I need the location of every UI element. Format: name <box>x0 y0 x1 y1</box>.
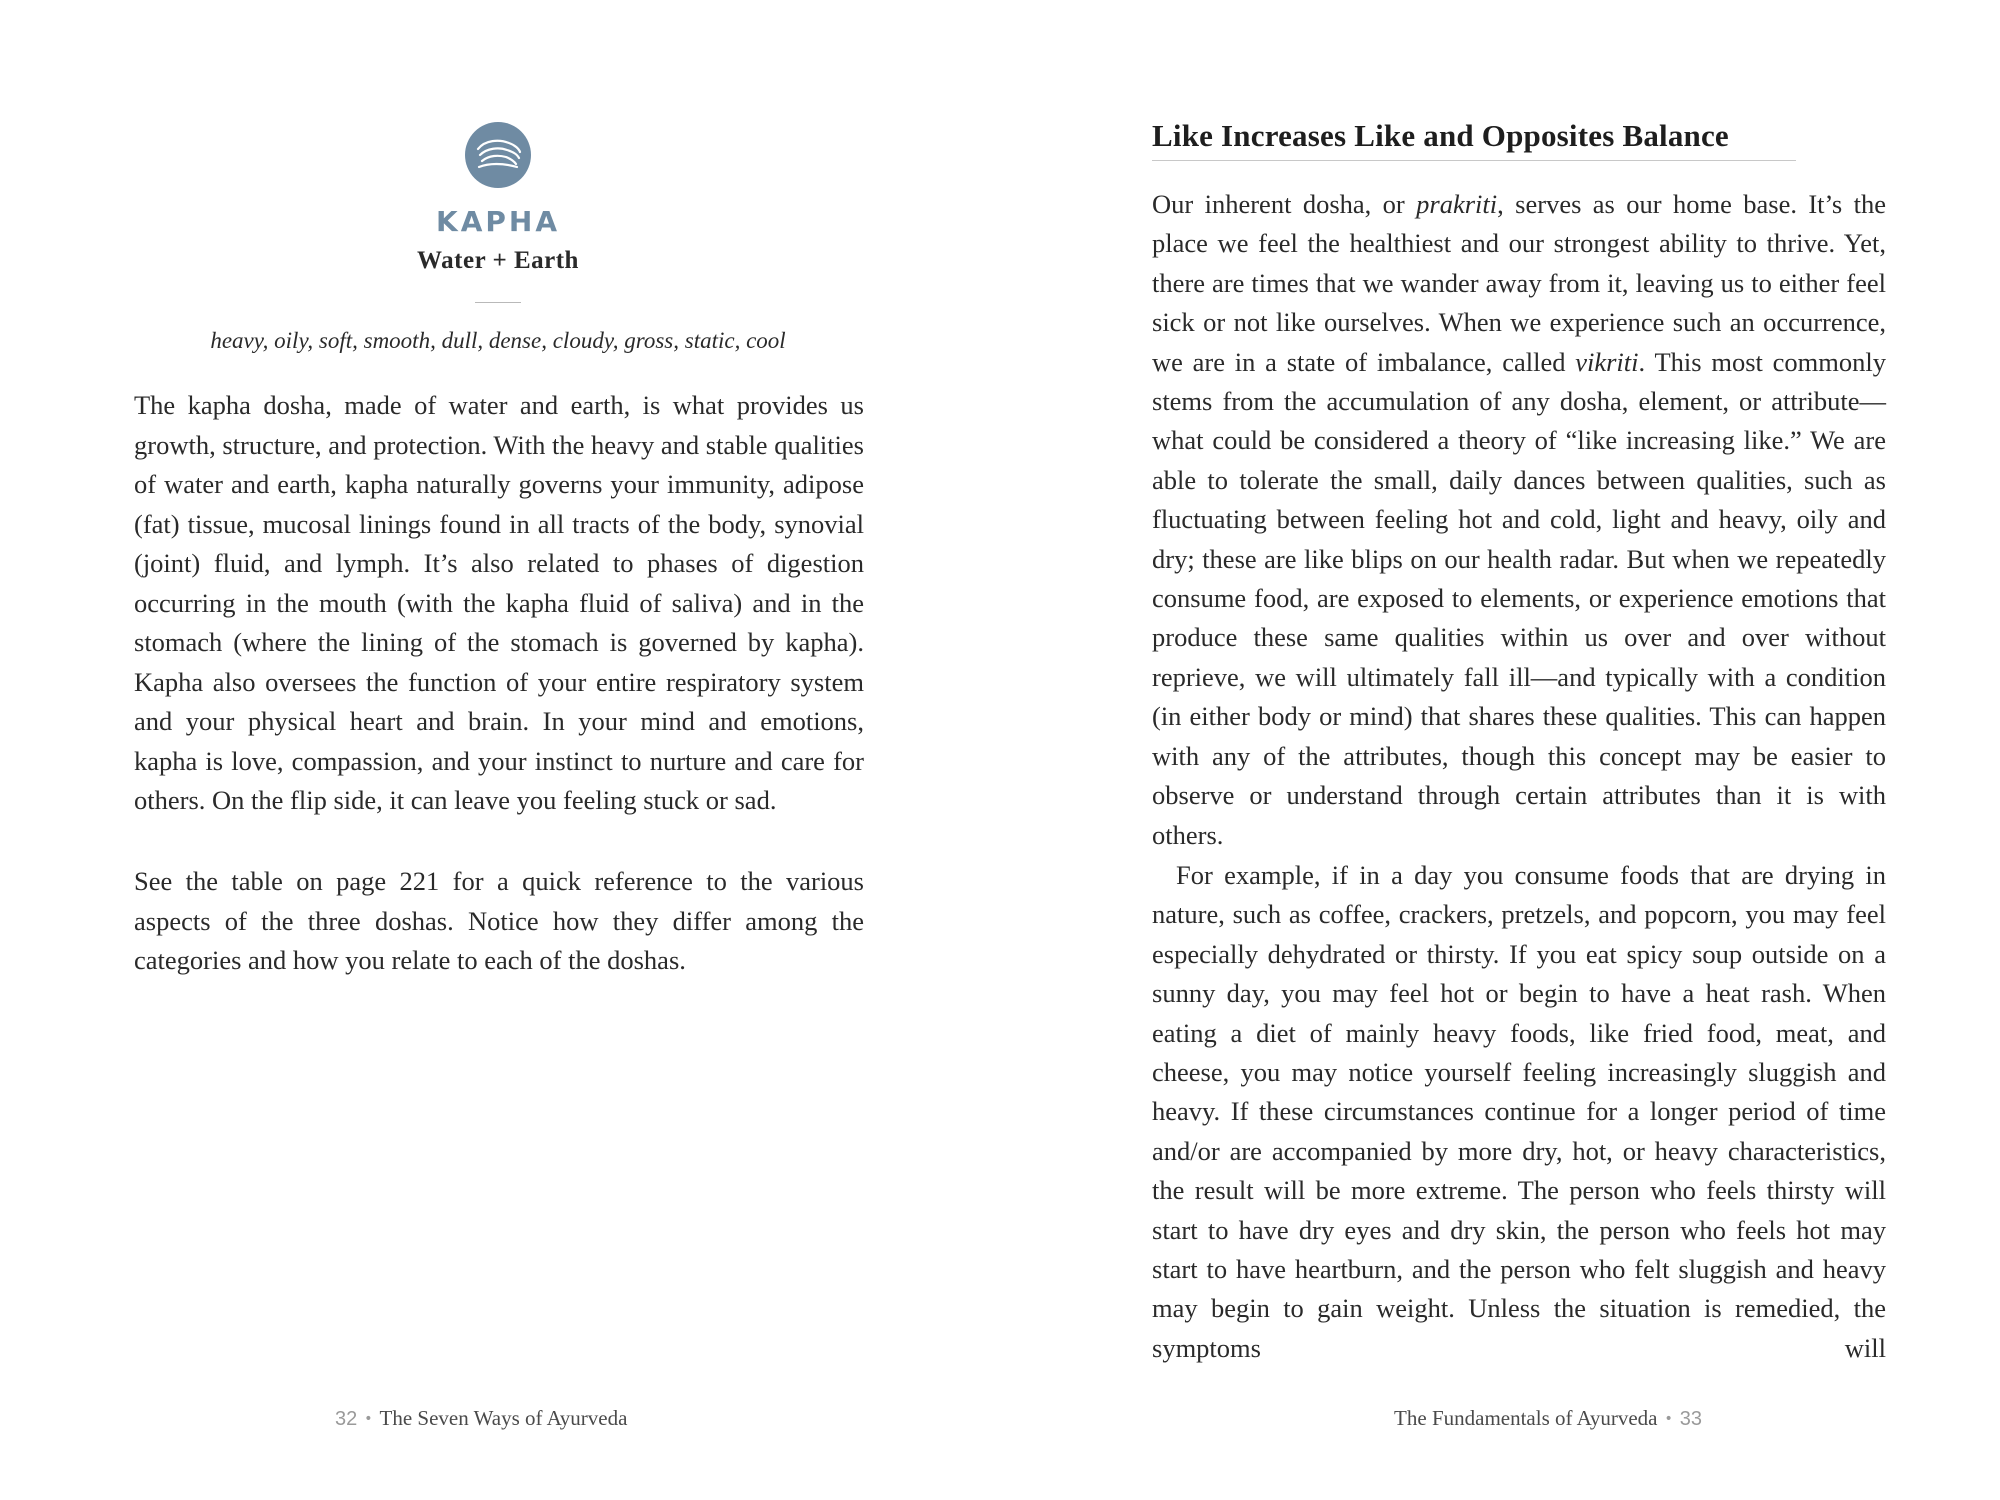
running-title: The Fundamentals of Ayurveda <box>1394 1406 1658 1430</box>
dosha-elements: Water + Earth <box>417 247 579 274</box>
running-title: The Seven Ways of Ayurveda <box>379 1406 628 1430</box>
paragraph: For example, if in a day you consume foods that are drying in nature, such as coffee, crackers, pretzels, and popcorn, you may feel especially dehydrated or thirsty. If you eat spicy soup outside on a sunny day, you may feel hot or begin to have a heat rash. When eating a diet of mainly heavy foods, like fried food, meat, and cheese, you may notice yourself feeling increasingly sluggish and heavy. If these circumstances continue for a longer period of time and/or are accompanied by more dry, hot, or heavy characteristics, the result will be more extreme. The person who feels thirsty will start to have dry eyes and dry skin, the person who feels hot may start to have heartburn, and the person who felt sluggish and heavy may begin to gain weight. Unless the situation is remedied, the symptoms will <box>1152 860 1886 1363</box>
page-footer <box>1394 1406 1702 1431</box>
paragraph: See the table on page 221 for a quick reference to the various aspects of the three doshas. Notice how they differ among the categories and how you relate to each of the doshas. <box>134 866 864 975</box>
text-run: , serves as our home base. It’s the place we feel the healthiest and our strongest ability to thrive. Yet, there are times that we wander away from it, leaving us to either feel sick or not like ourselves. When we experience such an occurrence, we are in a state of imbalance, called <box>1152 189 1886 377</box>
text-run: Our inherent dosha, or <box>1152 189 1417 219</box>
body-text <box>1152 856 1886 1368</box>
footer-separator: • <box>364 1411 373 1427</box>
paragraph <box>1152 185 1886 855</box>
right-page <box>1000 0 2000 1500</box>
page-footer <box>335 1406 627 1431</box>
dosha-qualities: heavy, oily, soft, smooth, dull, dense, cloudy, gross, static, cool <box>210 328 786 353</box>
body-text <box>134 386 864 821</box>
term-vikriti: vikriti <box>1575 346 1639 377</box>
text-run: . This most commonly stems from the accumulation of any dosha, element, or attribute—what could be considered a theory of “like increasing like.” We are able to tolerate the small, daily dances between qualities, such as fluctuating between feeling hot and cold, light and heavy, oily and dry; these are like blips on our health radar. But when we repeatedly consume food, are exposed to elements, or experience emotions that produce these same qualities within us over and over without reprieve, we will ultimately fall ill—and typically with a condition (in either body or mind) that shares these qualities. This can happen with any of the attributes, though this concept may be easier to observe or understand through certain attributes than it is with others. <box>1152 346 1886 850</box>
body-text <box>1152 185 1886 855</box>
footer-separator: • <box>1664 1411 1673 1427</box>
heading-underline <box>1152 160 1796 161</box>
paragraph: The kapha dosha, made of water and earth, is what provides us growth, structure, and protection. With the heavy and stable qualities of water and earth, kapha naturally governs your immunity, adipose (fat) tissue, mucosal linings found in all tracts of the body, synovial (joint) fluid, and lymph. It’s also related to phases of digestion occurring in the mouth (with the kapha fluid of saliva) and in the stomach (where the lining of the stomach is governed by kapha). Kapha also oversees the function of your entire respiratory system and your physical heart and brain. In your mind and emotions, kapha is love, compassion, and your instinct to nurture and care for others. On the flip side, it can leave you feeling stuck or sad. <box>134 390 864 815</box>
dosha-title: KAPHA <box>436 205 560 238</box>
page-number: 33 <box>1679 1408 1702 1430</box>
body-text <box>134 862 864 981</box>
water-wave-icon <box>465 122 531 188</box>
term-prakriti: prakriti <box>1416 189 1498 219</box>
page-number: 32 <box>335 1408 358 1430</box>
section-heading: Like Increases Like and Opposites Balance <box>1152 118 1729 153</box>
divider <box>475 302 521 303</box>
